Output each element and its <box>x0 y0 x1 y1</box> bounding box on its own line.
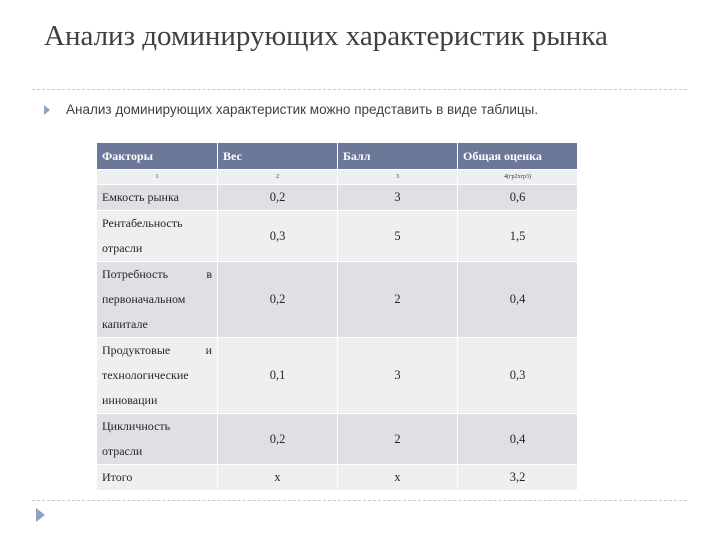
triangle-bullet-icon <box>44 105 50 115</box>
column-number-row <box>97 170 578 185</box>
total-cell: 0,4 <box>458 262 578 338</box>
score-cell: 2 <box>338 414 458 465</box>
factor-cell <box>97 185 218 211</box>
slide-title: Анализ доминирующих характеристик рынка <box>44 20 608 52</box>
header-factors: Факторы <box>97 143 218 170</box>
column-number: 3 <box>338 170 458 185</box>
factor-text: технологические <box>102 368 189 382</box>
factor-text: капитале <box>102 317 148 331</box>
factor-text: Цикличность <box>102 419 171 433</box>
header-total: Общая оценка <box>458 143 578 170</box>
weight-cell: 0,2 <box>218 262 338 338</box>
weight-cell: 0,1 <box>218 338 338 414</box>
factor-text: инновации <box>102 393 158 407</box>
weight-cell: 0,2 <box>218 414 338 465</box>
bullet-text: Анализ доминирующих характеристик можно представить в виде таблицы. <box>66 102 539 117</box>
total-cell: 0,3 <box>458 338 578 414</box>
factor-text: первоначальном <box>102 292 186 306</box>
total-cell: 0,4 <box>458 414 578 465</box>
table-row <box>97 338 578 414</box>
score-cell: 3 <box>338 338 458 414</box>
factor-cell <box>97 211 218 262</box>
factors-table <box>96 142 578 491</box>
column-number: 4(гр2хгр3) <box>458 170 578 185</box>
factor-cell <box>97 414 218 465</box>
total-cell: 1,5 <box>458 211 578 262</box>
column-number: 1 <box>97 170 218 185</box>
total-cell: 3,2 <box>458 465 578 491</box>
factor-cell <box>97 262 218 338</box>
score-cell: 3 <box>338 185 458 211</box>
table-row <box>97 211 578 262</box>
factor-cell <box>97 338 218 414</box>
factor-text: Рентабельность <box>102 216 183 230</box>
weight-cell: 0,3 <box>218 211 338 262</box>
table-row <box>97 262 578 338</box>
table-row <box>97 414 578 465</box>
column-number: 2 <box>218 170 338 185</box>
table-row <box>97 185 578 211</box>
factor-text: Емкость рынка <box>102 190 179 204</box>
total-cell: 0,6 <box>458 185 578 211</box>
weight-cell: 0,2 <box>218 185 338 211</box>
header-weight: Вес <box>218 143 338 170</box>
factor-text: отрасли <box>102 241 143 255</box>
header-score: Балл <box>338 143 458 170</box>
weight-cell: х <box>218 465 338 491</box>
table-row <box>97 465 578 491</box>
bullet-point <box>44 101 684 121</box>
factor-text: Продуктовые и <box>102 343 212 357</box>
factor-text: Потребность в <box>102 267 212 281</box>
score-cell: 5 <box>338 211 458 262</box>
factor-text: отрасли <box>102 444 143 458</box>
factor-cell <box>97 465 218 491</box>
triangle-arrow-icon <box>36 508 45 522</box>
factor-text: Итого <box>102 470 133 484</box>
footer-divider <box>32 500 687 501</box>
table-header-row <box>97 143 578 170</box>
title-divider <box>32 89 687 90</box>
score-cell: 2 <box>338 262 458 338</box>
score-cell: х <box>338 465 458 491</box>
